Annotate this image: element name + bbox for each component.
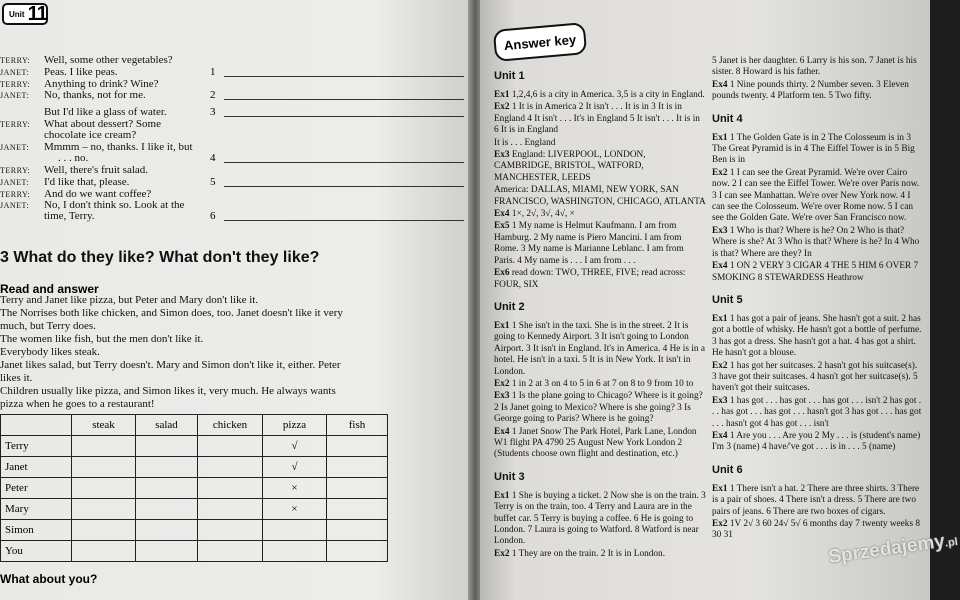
dialogue-line: No, thanks, not for me. [44, 89, 146, 101]
row-name: Terry [1, 436, 72, 457]
exercise-label: Ex4 [712, 79, 728, 90]
exercise-answer [712, 168, 922, 225]
unit-heading: Unit 3 [494, 470, 525, 483]
table-cell[interactable] [136, 457, 198, 478]
table-cell[interactable] [136, 478, 198, 499]
exercise-text: 1×, 2√, 3√, 4√, × [511, 209, 575, 220]
unit-badge-word: Unit [9, 9, 25, 19]
table-cell[interactable] [327, 436, 388, 457]
paragraph-line: much, but Terry does. [0, 320, 96, 332]
row-name: Janet [1, 457, 72, 478]
exercise-answer [494, 321, 706, 378]
dialogue-line: Well, some other vegetables? [44, 54, 173, 66]
table-cell[interactable] [198, 478, 263, 499]
answer-key-banner: Answer key [493, 22, 587, 62]
table-cell[interactable] [72, 520, 136, 541]
dialogue-line: But I'd like a glass of water. [44, 106, 167, 118]
table-header-cell: steak [72, 415, 136, 436]
watermark-tld: .pl [944, 535, 959, 550]
exercise-answer [712, 314, 922, 360]
page-edge-shadow [930, 0, 960, 600]
table-cell[interactable] [136, 499, 198, 520]
exercise-label: Ex2 [494, 548, 510, 559]
paragraph-line: Everybody likes steak. [0, 346, 100, 358]
answer-line[interactable] [224, 76, 464, 77]
exercise-label: Ex4 [494, 426, 510, 437]
exercise-label: Ex6 [494, 268, 510, 279]
paragraph-line: The Norrises both like chicken, and Simon does, too. Janet doesn't like it very [0, 307, 343, 319]
speaker: JANET: [0, 143, 30, 152]
dialogue-line: chocolate ice cream? [44, 129, 137, 141]
unit-badge [2, 3, 48, 25]
exercise-text: 1,2,4,6 is a city in America. 3,5 is a city in England. [511, 90, 705, 100]
exercise-label: Ex3 [494, 391, 510, 402]
table-cell[interactable] [72, 436, 136, 457]
exercise-label: Ex3 [494, 150, 510, 161]
answer-line[interactable] [224, 116, 464, 117]
exercise-label: Ex5 [494, 221, 510, 232]
table-cell[interactable] [327, 457, 388, 478]
right-page [480, 0, 930, 600]
exercise-label: Ex4 [494, 209, 510, 220]
paragraph-line: pizza when he goes to a restaurant! [0, 398, 155, 410]
dialogue-line: I'd like that, please. [44, 176, 130, 188]
table-cell[interactable] [136, 520, 198, 541]
exercise-text: 1 My name is Helmut Kaufmann. I am from Hamburg. 2 My name is Piero Mancini. I am from Rome. 3 My name is Marianne Leblanc. I am from Paris. 4 My name is . . . I am from . . . [494, 221, 684, 266]
table-cell[interactable] [327, 478, 388, 499]
exercise-text: 1 It is in America 2 It isn't . . . It is in 3 It is in England 4 It isn't . . . It's in England 5 It isn't . . . It is in 6 It is in England [494, 102, 700, 136]
speaker: JANET: [0, 178, 30, 187]
table-row [1, 457, 388, 478]
exercise-answer [494, 491, 706, 548]
exercise-answer [712, 396, 922, 430]
exercise-label: Ex1 [494, 490, 510, 501]
row-name: Mary [1, 499, 72, 520]
table-row [1, 541, 388, 562]
unit-heading: Unit 2 [494, 300, 525, 313]
speaker: TERRY: [0, 190, 31, 199]
exercise-answer [494, 427, 706, 461]
exercise-text: 1 She is buying a ticket. 2 Now she is on the train. 3 Terry is on the train, too. 4 Terry and Laura are in the buffet car. 5 Terry is buying a coffee. 6 He is going to London. 7 Laura is going to Watford. 8 Watford is near London. [494, 490, 706, 547]
exercise-text: 1 She isn't in the taxi. She is in the street. 2 It is going to Kennedy Airport. 3 It isn't going to London Airport. 3 It isn't in England. It's in America. 4 He is in a hotel. He isn't in a taxi. 5 It is in New York. It isn't in London. [494, 320, 705, 377]
answer-key-column-2 [712, 56, 922, 543]
unit-heading: Unit 4 [712, 112, 743, 125]
exercise-answer [494, 90, 706, 101]
row-name: Peter [1, 478, 72, 499]
answer-key-column-1 [494, 70, 706, 561]
speaker: JANET: [0, 201, 30, 210]
answer-number: 3 [210, 106, 216, 118]
exercise-label: Ex1 [712, 132, 728, 143]
table-header-cell: fish [327, 415, 388, 436]
exercise-answer [494, 549, 706, 560]
table-cell[interactable] [327, 499, 388, 520]
exercise-label: Ex2 [712, 167, 728, 178]
table-cell[interactable]: √ [263, 436, 327, 457]
table-cell[interactable] [72, 478, 136, 499]
table-row [1, 436, 388, 457]
exercise-answer [712, 80, 922, 103]
exercise-label: Ex1 [712, 313, 728, 324]
table-cell[interactable] [198, 520, 263, 541]
table-cell[interactable] [327, 541, 388, 562]
speaker: JANET: [0, 68, 30, 77]
likes-table [0, 414, 388, 562]
about-you-heading: What about you? [0, 572, 98, 586]
dialogue-line: No, I don't think so. Look at the [44, 199, 185, 211]
exercise-text: 1 has got a pair of jeans. She hasn't got a suit. 2 has got a bottle of whisky. He hasn't got a bottle of perfume. 3 has got a dress. She hasn't got a hat. 4 has got a shirt. He hasn't got a blouse. [712, 313, 922, 359]
dialogue-line: And do we want coffee? [44, 188, 152, 200]
exercise-answer [712, 226, 922, 260]
table-row [1, 520, 388, 541]
exercise-label: Ex1 [712, 483, 728, 494]
table-cell[interactable] [72, 499, 136, 520]
dialogue-line: Anything to drink? Wine? [44, 78, 159, 90]
read-heading: Read and answer [0, 282, 99, 296]
answer-number: 5 [210, 176, 216, 188]
exercise-answer [494, 391, 706, 425]
exercise-answer [712, 133, 922, 167]
answer-number: 6 [210, 210, 216, 222]
paragraph-line: Janet likes salad, but Terry doesn't. Mary and Simon don't like it, either. Peter [0, 359, 341, 371]
table-cell[interactable] [136, 436, 198, 457]
speaker: TERRY: [0, 166, 31, 175]
exercise-answer [494, 209, 706, 220]
paragraph-line: Terry and Janet like pizza, but Peter and Mary don't like it. [0, 294, 259, 306]
exercise-answer [494, 221, 706, 267]
exercise-text: 1 Is the plane going to Chicago? Where is it going? 2 Is Janet going to Mexico? Where is she going? 3 Is George going to Paris? Where is he going? [494, 391, 703, 425]
answer-number: 4 [210, 152, 216, 164]
exercise-label: Ex4 [712, 430, 728, 441]
speaker: TERRY: [0, 120, 31, 129]
table-cell[interactable]: × [263, 499, 327, 520]
unit-heading: Unit 6 [712, 463, 743, 476]
table-cell[interactable] [198, 457, 263, 478]
table-header-cell [1, 415, 72, 436]
table-cell[interactable] [263, 520, 327, 541]
exercise-answer [494, 379, 706, 390]
table-header-row [1, 415, 388, 436]
table-cell[interactable] [72, 541, 136, 562]
table-cell[interactable]: √ [263, 457, 327, 478]
table-cell[interactable] [327, 520, 388, 541]
exercise-label: Ex2 [494, 102, 510, 113]
unit-heading: Unit 1 [494, 70, 525, 82]
unit-heading: Unit 5 [712, 293, 743, 306]
dialogue-line: What about dessert? Some [44, 118, 161, 130]
exercise-answer [494, 102, 706, 136]
table-cell[interactable]: × [263, 478, 327, 499]
exercise-label: Ex2 [712, 360, 728, 371]
answer-line[interactable] [224, 162, 464, 163]
exercise-label: Ex3 [712, 225, 728, 236]
exercise-answer [494, 185, 706, 208]
exercise-text: 1 They are on the train. 2 It is in London. [511, 548, 666, 559]
exercise-text: 1 has got . . . has got . . . has got . . . isn't 2 has got . . . has got . . . has got . . . hasn't got 3 has got . . . has got . . . hasn't got 4 has got . . . isn't [712, 395, 922, 429]
paragraph-line: Children usually like pizza, and Simon likes it, very much. He always wants [0, 385, 336, 397]
paragraph-line: likes it. [0, 372, 33, 384]
paragraph-line: The women like fish, but the men don't like it. [0, 333, 204, 345]
speaker: JANET: [0, 91, 30, 100]
answer-number: 1 [210, 66, 216, 78]
exercise-text: 1 Are you . . . Are you 2 My . . . is (student's name) I'm 3 (name) 4 have/'ve got . . . is in . . . 5 (name) [712, 430, 921, 453]
table-cell[interactable] [198, 499, 263, 520]
exercise-text: 1 in 2 at 3 on 4 to 5 in 6 at 7 on 8 to 9 from 10 to [511, 378, 694, 389]
dialogue-line: . . . no. [58, 152, 89, 164]
table-cell[interactable] [72, 457, 136, 478]
dialogue-line: time, Terry. [44, 210, 95, 222]
exercise-text: 1 Janet Snow The Park Hotel, Park Lane, London W1 flight PA 4790 25 August New York London 2 (Students choose own flight and destination, etc.) [494, 426, 697, 460]
exercise-label: Ex4 [712, 261, 728, 272]
exercise-answer [494, 138, 706, 149]
table-header-cell: chicken [198, 415, 263, 436]
unit-badge-number: 11 [27, 3, 47, 25]
exercise-answer [712, 431, 922, 454]
exercise-text: It is . . . England [494, 137, 556, 148]
table-row [1, 478, 388, 499]
dialogue-line: Peas. I like peas. [44, 66, 118, 78]
exercise-label: Ex2 [494, 378, 510, 389]
table-row [1, 499, 388, 520]
exercise-answer [712, 261, 922, 284]
exercise-text: 1 There isn't a hat. 2 There are three shirts. 3 There is a pair of shoes. 4 There isn't a dress. 5 There are two pairs of jeans. 6 There are two boxes of cigars. [712, 483, 920, 517]
left-page [0, 0, 470, 600]
exercise-text: 1V 2√ 3 60 24√ 5√ 6 months day 7 twenty weeks 8 30 31 [712, 519, 921, 541]
exercise-text: America: DALLAS, MIAMI, NEW YORK, SAN FRANCISCO, WASHINGTON, CHICAGO, ATLANTA [494, 185, 706, 207]
table-header-cell: salad [136, 415, 198, 436]
dialogue-line: Mmmm – no, thanks. I like it, but [44, 141, 193, 153]
answer-line[interactable] [224, 220, 464, 221]
table-cell[interactable] [198, 436, 263, 457]
answer-line[interactable] [224, 186, 464, 187]
exercise-answer [712, 361, 922, 395]
exercise-label: Ex3 [712, 395, 728, 406]
table-cell[interactable] [136, 541, 198, 562]
exercise-label: Ex2 [712, 519, 728, 529]
exercise-text: 1 Nine pounds thirty. 2 Number seven. 3 Eleven pounds twenty. 4 Platform ten. 5 Two fifty. [712, 79, 909, 102]
speaker: TERRY: [0, 80, 31, 89]
exercise-text: 1 I can see the Great Pyramid. We're over Cairo now. 2 I can see the Eiffel Tower. We're over Paris now. 3 I can see Manhattan. We're over New York now. 4 I can see the Colosseum. We're over Rome now. 5 I can see the Golden Gate. We're over San Francisco now. [712, 167, 920, 224]
table-cell[interactable] [198, 541, 263, 562]
section-title: 3 What do they like? What don't they like? [0, 249, 320, 266]
dialogue-line: Well, there's fruit salad. [44, 164, 149, 176]
table-cell[interactable] [263, 541, 327, 562]
exercise-text: read down: TWO, THREE, FIVE; read across: FOUR, SIX [494, 268, 686, 290]
exercise-answer [712, 56, 922, 79]
exercise-text: 1 Who is that? Where is he? On 2 Who is that? Where is she? At 3 Who is that? Where is he? In 4 Who is that? Where are they? In [712, 225, 920, 259]
exercise-text: England: LIVERPOOL, LONDON, CAMBRIDGE, BRISTOL, WATFORD, MANCHESTER, LEEDS [494, 150, 646, 183]
watermark-brand: Sprzedajemy [827, 530, 947, 568]
answer-line[interactable] [224, 99, 464, 100]
answer-number: 2 [210, 89, 216, 101]
exercise-answer [494, 150, 706, 184]
exercise-label: Ex1 [494, 90, 510, 100]
table-header-cell: pizza [263, 415, 327, 436]
row-name: Simon [1, 520, 72, 541]
exercise-text: 1 has got her suitcases. 2 hasn't got his suitcase(s). 3 have got their suitcases. 4 hasn't got her suitcase(s). 5 haven't got their suitcases. [712, 360, 918, 394]
row-name: You [1, 541, 72, 562]
exercise-text: 1 ON 2 VERY 3 CIGAR 4 THE 5 HIM 6 OVER 7 SMOKING 8 STEWARDESS Heathrow [712, 261, 919, 283]
exercise-answer [712, 484, 922, 518]
exercise-text: 1 The Golden Gate is in 2 The Colosseum is in 3 The Great Pyramid is in 4 The Eiffel Tower is in 5 Big Ben is in [712, 132, 915, 166]
exercise-text: 5 Janet is her daughter. 6 Larry is his son. 7 Janet is his sister. 8 Howard is his father. [712, 56, 917, 78]
speaker: TERRY: [0, 56, 31, 65]
exercise-label: Ex1 [494, 320, 510, 331]
exercise-answer [494, 268, 706, 291]
